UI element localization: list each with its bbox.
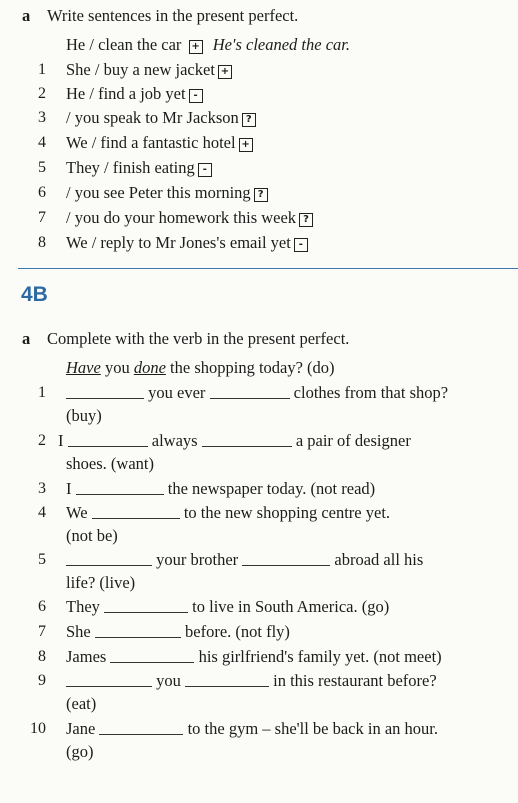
item-prompt: We / reply to Mr Jones's email yet - (66, 233, 308, 253)
answer-blank[interactable] (76, 480, 164, 495)
answer-blank[interactable] (66, 672, 152, 687)
item-number: 9 (38, 672, 46, 689)
example-sentence (66, 358, 335, 378)
question-box-icon: ? (299, 213, 313, 227)
answer-blank[interactable] (99, 720, 183, 735)
example-sentence (66, 35, 350, 55)
plus-box-icon: + (189, 40, 203, 54)
example-rest: the shopping today? (do) (170, 358, 335, 377)
section-title: 4B (21, 283, 48, 306)
example-done: done (133, 358, 166, 377)
item-prompt: / you see Peter this morning ? (66, 183, 268, 203)
item-number: 7 (38, 209, 46, 226)
plus-box-icon: + (239, 138, 253, 152)
item-number: 1 (38, 384, 46, 401)
item-number: 5 (38, 551, 46, 568)
answer-blank[interactable] (95, 623, 181, 638)
answer-blank[interactable] (185, 672, 269, 687)
gap-fill-line: Jane to the gym – she'll be back in an hour. (66, 719, 439, 738)
item-prompt: He / find a job yet - (66, 84, 203, 104)
item-prompt: She / buy a new jacket + (66, 60, 232, 80)
item-number: 2 (38, 432, 46, 449)
plus-box-icon: + (218, 65, 232, 79)
item-prompt: / you speak to Mr Jackson ? (66, 108, 256, 128)
instruction-present-perfect-sentences: Write sentences in the present perfect. (47, 6, 299, 25)
section-divider (18, 268, 518, 269)
gap-fill-line: I always a pair of designer (58, 431, 411, 450)
answer-blank[interactable] (66, 551, 152, 566)
item-number: 6 (38, 184, 46, 201)
gap-fill-line: you ever clothes from that shop? (66, 383, 448, 403)
gap-fill-continuation: (eat) (66, 694, 97, 713)
item-number: 1 (38, 61, 46, 78)
minus-box-icon: - (198, 163, 212, 177)
answer-blank[interactable] (68, 432, 148, 447)
answer-blank[interactable] (242, 551, 330, 566)
item-number: 8 (38, 648, 46, 665)
gap-fill-line: your brother abroad all his (66, 550, 423, 570)
answer-blank[interactable] (202, 432, 292, 447)
item-number: 6 (38, 598, 46, 615)
example-prompt: He / clean the car (66, 35, 182, 54)
gap-fill-continuation: shoes. (want) (66, 454, 154, 473)
answer-blank[interactable] (110, 648, 194, 663)
gap-fill-line: you in this restaurant before? (66, 671, 437, 691)
gap-fill-line: James his girlfriend's family yet. (not meet) (66, 647, 442, 666)
item-number: 8 (38, 234, 46, 251)
exercise-letter-a: a (22, 6, 31, 25)
minus-box-icon: - (294, 238, 308, 252)
gap-fill-line: She before. (not fly) (66, 622, 290, 641)
gap-fill-continuation: (not be) (66, 526, 118, 545)
gap-fill-continuation: life? (live) (66, 573, 136, 592)
answer-blank[interactable] (66, 384, 144, 399)
item-prompt: We / find a fantastic hotel + (66, 133, 253, 153)
gap-fill-continuation: (go) (66, 742, 94, 761)
question-box-icon: ? (254, 188, 268, 202)
example-you: you (104, 358, 130, 377)
gap-fill-line: We to the new shopping centre yet. (66, 503, 391, 522)
answer-blank[interactable] (210, 384, 290, 399)
instruction-complete-verbs: Complete with the verb in the present perfect. (47, 329, 350, 348)
gap-fill-line: They to live in South America. (go) (66, 597, 390, 616)
item-number: 10 (30, 720, 46, 737)
example-answer: He's cleaned the car. (212, 35, 351, 54)
gap-fill-continuation: (buy) (66, 406, 102, 425)
item-number: 5 (38, 159, 46, 176)
minus-box-icon: - (189, 89, 203, 103)
answer-blank[interactable] (92, 504, 180, 519)
item-prompt: They / finish eating - (66, 158, 212, 178)
exercise-letter-a: a (22, 329, 31, 348)
example-have: Have (66, 358, 101, 377)
question-box-icon: ? (242, 113, 256, 127)
item-number: 4 (38, 504, 46, 521)
item-number: 3 (38, 480, 46, 497)
item-prompt: / you do your homework this week ? (66, 208, 313, 228)
item-number: 3 (38, 109, 46, 126)
gap-fill-line: I the newspaper today. (not read) (66, 479, 376, 498)
item-number: 2 (38, 85, 46, 102)
item-number: 4 (38, 134, 46, 151)
answer-blank[interactable] (104, 598, 188, 613)
item-number: 7 (38, 623, 46, 640)
